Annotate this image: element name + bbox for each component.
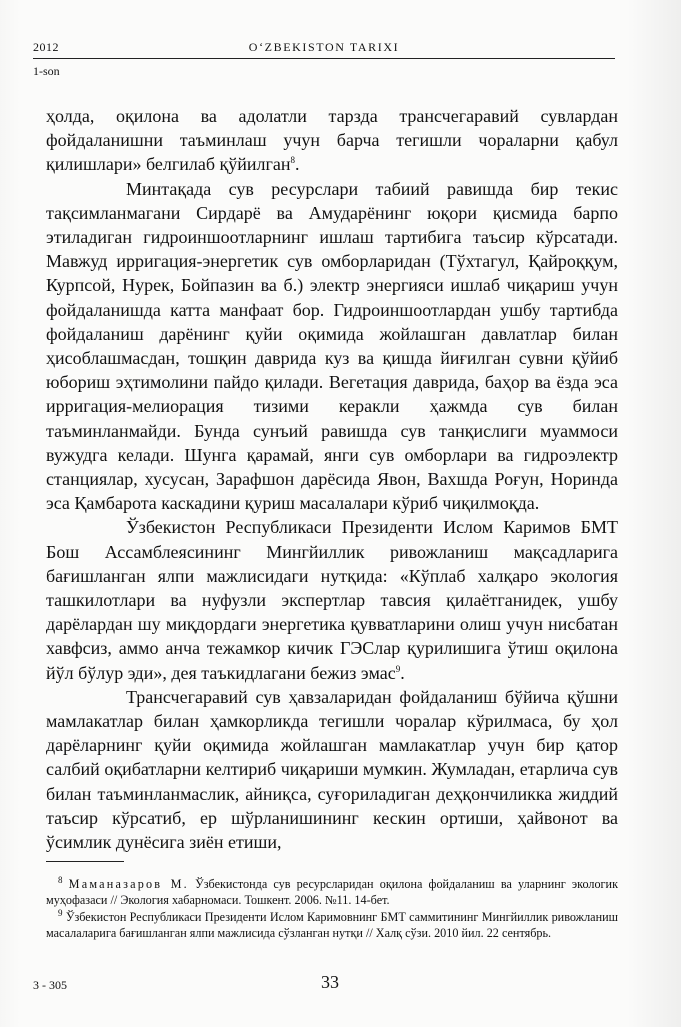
footnote-ref: 9 [395, 663, 401, 674]
header-rule [33, 58, 615, 59]
body-text [46, 104, 618, 854]
paragraph: Трансчегаравий сув ҳавзаларидан фойдаланиш бўйича қўшни мамлакатлар билан ҳамкорликда тегишли чоралар кўрилмаса, бу ҳол дарёларнинг қуйи оқимида жойлашган мамлакатлар учун бир қатор салбий оқибатларни келтириб чиқариши мумкин. Жумладан, етарлича сув билан таъминланмаслик, айниқса, суғориладиган деҳқончиликка жиддий таъсир кўрсатиб, ер шўрланишининг кескин ортиши, ҳайвонот ва ўсимлик дунёсига зиён етиши, [46, 686, 618, 853]
footnote-text: Ўзбекистонда сув ресурсларидан оқилона фойдаланиш ва уларнинг экологик муҳофазаси // Экология хабарномаси. Тошкент. 2006. №11. 14-бет. [46, 877, 619, 908]
header-issue: 1-son [33, 64, 60, 78]
footnote-author: Маманазаров М. [68, 877, 189, 891]
footnote-number: 8 [58, 874, 63, 885]
footnote-separator [46, 861, 124, 862]
footnotes [46, 876, 618, 942]
header-journal-title: O‘ZBEKISTON TARIXI [248, 40, 400, 54]
footnote-text: Ўзбекистон Республикаси Президенти Ислом Каримовнинг БМТ саммитининг Мингйиллик ривожланиш масалаларига бағишланган ялпи мажлисида сўзланган нутқи // Халқ сўзи. 2010 йил. 22 сентябрь. [46, 909, 618, 941]
running-header [33, 40, 615, 60]
header-year: 2012 [33, 40, 59, 54]
footnote-number: 9 [58, 907, 63, 918]
footnote [46, 909, 618, 942]
printer-signature: 3 - 305 [33, 978, 67, 992]
footnote [46, 876, 618, 909]
paragraph: Минтақада сув ресурслари табиий равишда бир текис тақсимланмагани Сирдарё ва Амударёнинг юқори қисмида барпо этиладиган гидроиншоотларнинг ишлаш тартибига таъсир кўрсатади. Мавжуд ирригация-энергетик сув омборларидан (Тўхтагул, Қайроққум, Курпсой, Нурек, Бойпазин ва б.) электр энергияси ишлаб чиқариш учун фойдаланишда катта манфаат бор. Гидроиншоотлардан ушбу тартибда фойдаланиш дарёнинг қуйи оқимида жойлашган давлатлар билан ҳисоблашмасдан, тошқин даврида куз ва қишда йиғилган сувни қўйиб юбориш эҳтимолини пайдо қилади. Вегетация даврида, баҳор ва ёзда эса ирригация-мелиорация тизими керакли ҳажмда сув билан таъминланмайди. Бунда сунъий равишда сув танқислиги муаммоси вужудга келади. Шунга қарамай, янги сув омборлари ва гидроэлектр станциялар, хусусан, Зарафшон дарёсида Явон, Вахшда Роғун, Норинда эса Қамбарота каскадини қуриш масалалари кўриб чиқилмоқда. [46, 178, 618, 514]
paragraph: Ўзбекистон Республикаси Президенти Ислом Каримов БМТ Бош Ассамблеясининг Мингйиллик ривожланиш мақсадларига бағишланган ялпи мажлисидаги нутқида: «Кўплаб халқаро экология ташкилотлари ва нуфузли экспертлар тавсия қилаётганидек, ушбу дарёлардан шу миқдордаги энергетика қувватларини олиш учун нисбатан хавфсиз, аммо анча тежамкор кичик ГЭСлар қурилишига ўтиш оқилона йўл бўлур эди», дея таъкидлагани бежиз эмас$^9$. [46, 517, 618, 683]
page-number: 33 [321, 972, 339, 992]
paragraph: ҳолда, оқилона ва адолатли тарзда трансчегаравий сувлардан фойдаланишни таъминлаш учун барча тегишли чораларни қабул қилишлари» белгилаб қўйилган$^8$. [46, 106, 618, 175]
footnote-ref: 8 [290, 155, 295, 166]
